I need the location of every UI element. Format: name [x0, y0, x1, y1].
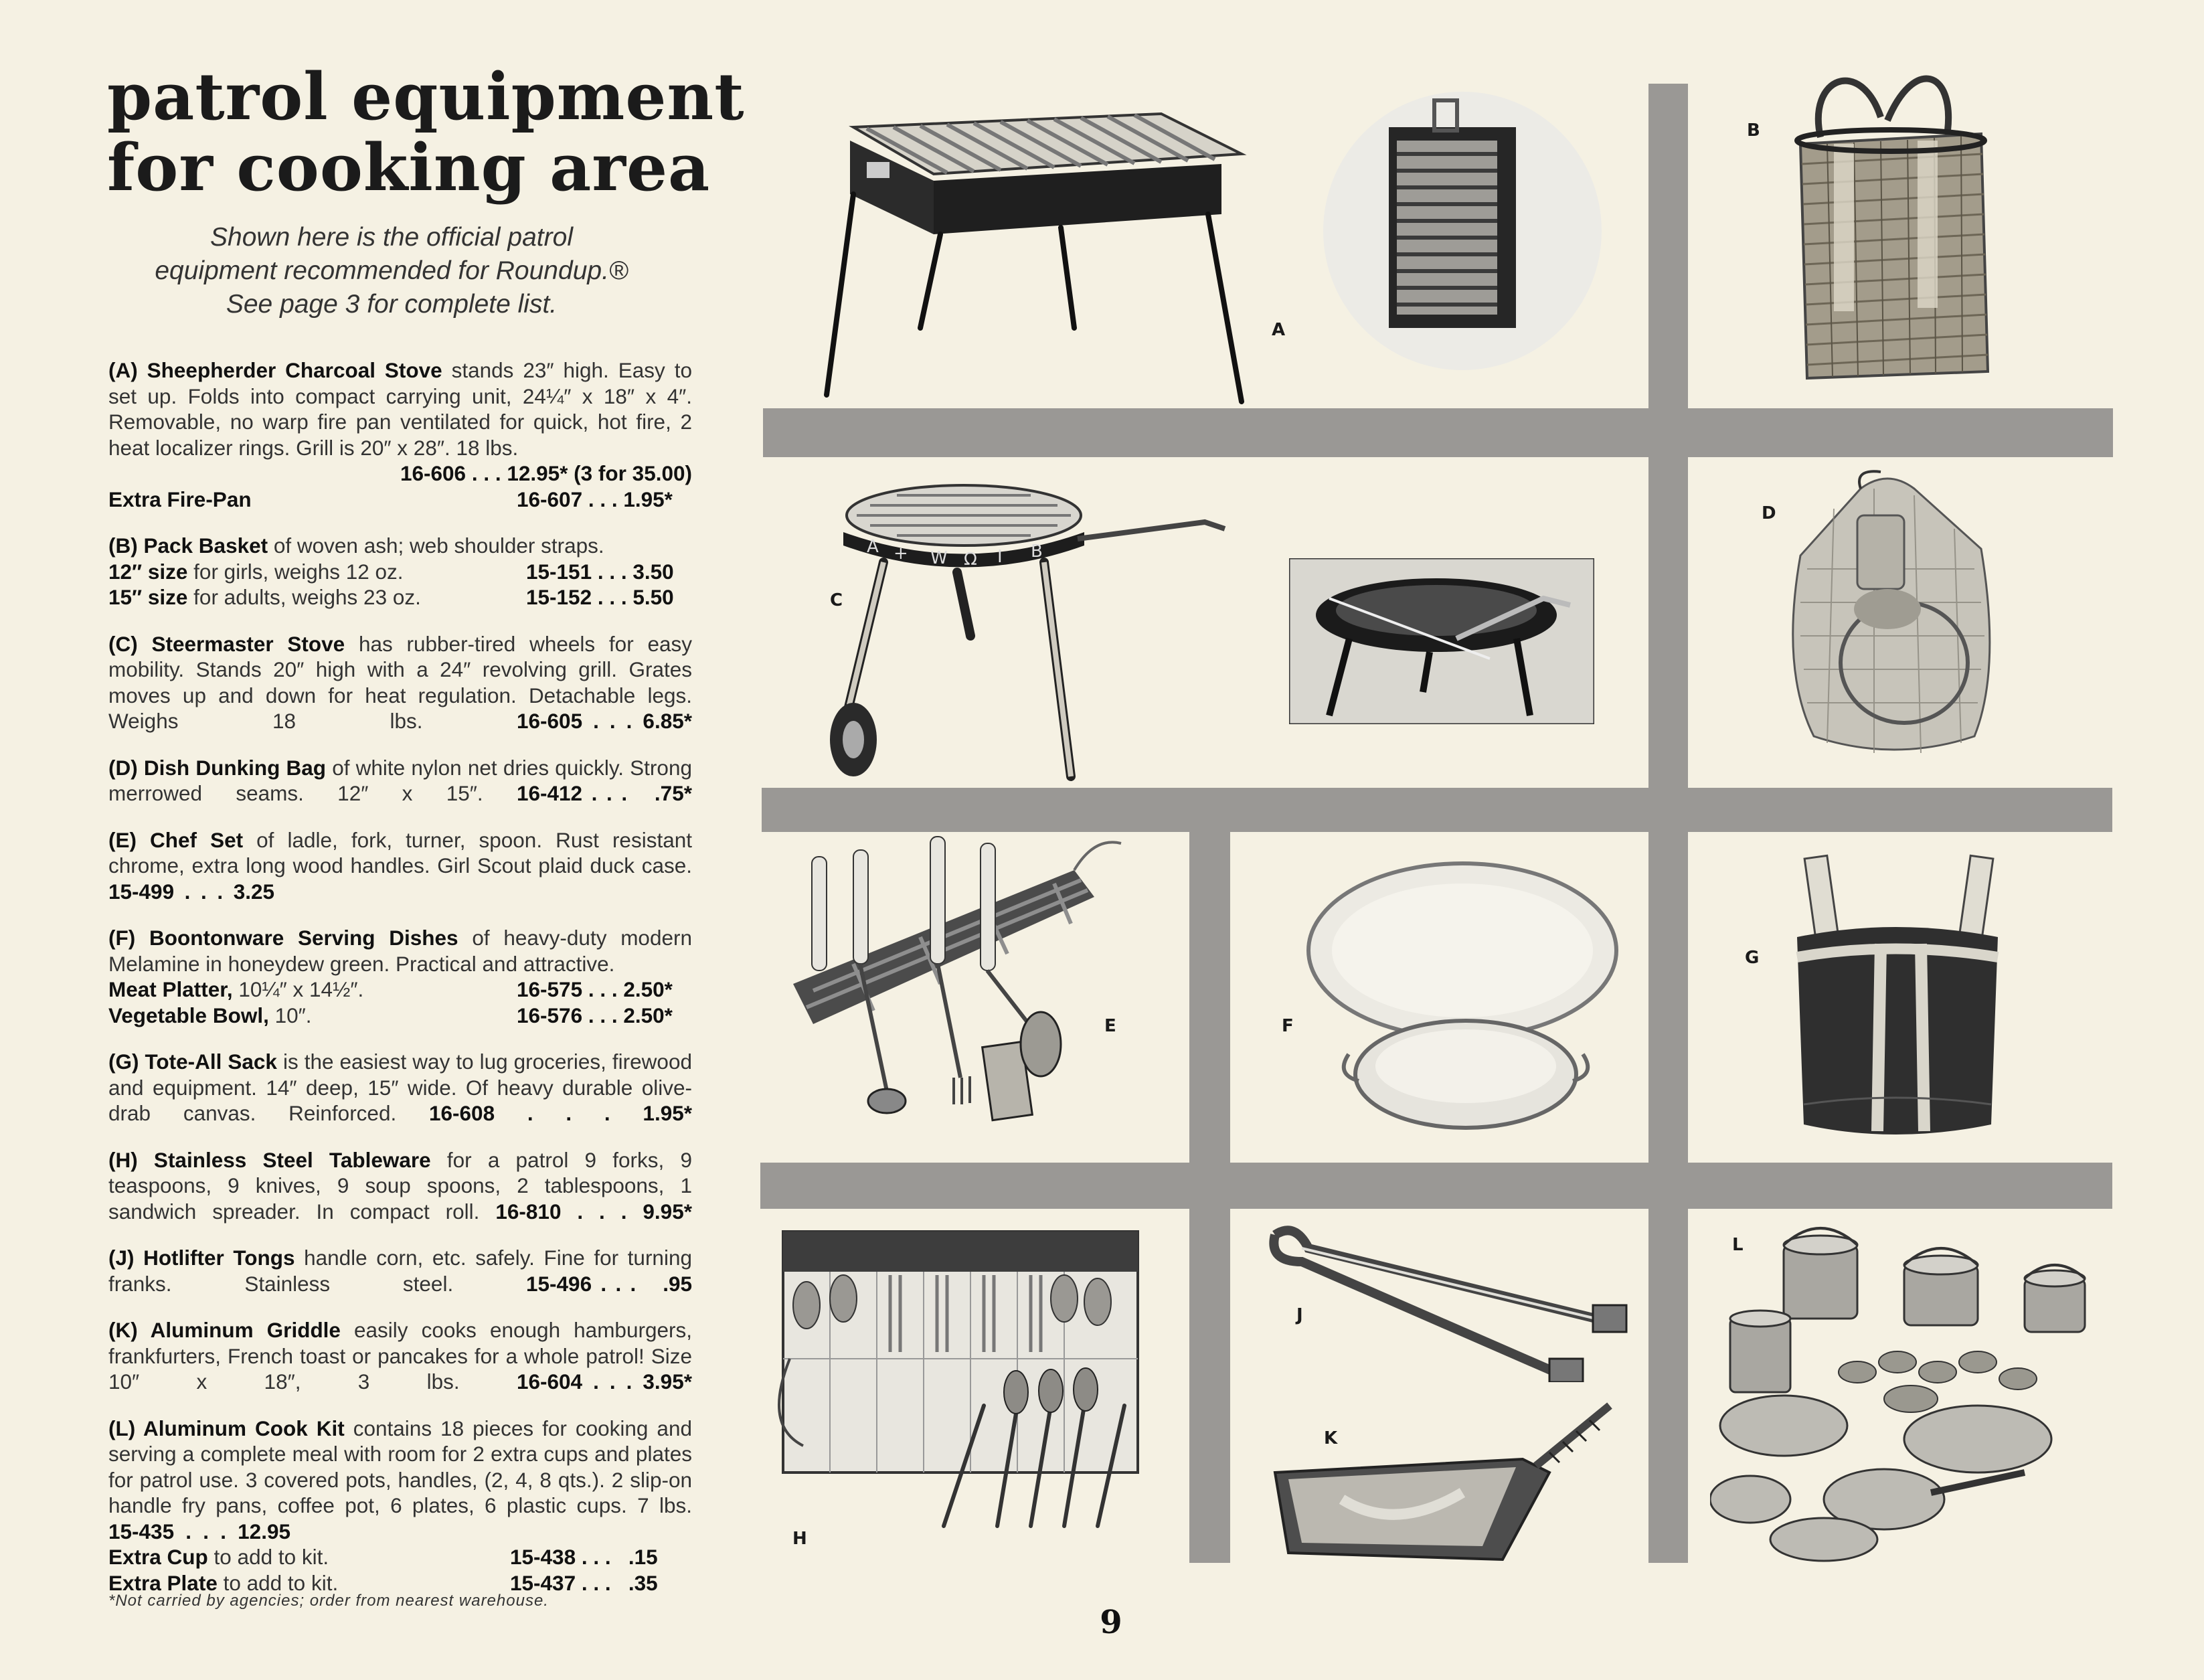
item-b-size1-price: 15-151 . . . 3.50: [526, 559, 674, 584]
item-g: [108, 1049, 692, 1126]
griddle-photo: [1262, 1399, 1630, 1566]
charcoal-stove-photo: [813, 100, 1255, 415]
intro-line-2: equipment recommended for Roundup.®: [155, 256, 628, 285]
steermaster-stove-photo: [830, 475, 1245, 790]
svg-text:A: A: [867, 537, 879, 557]
item-h-name: (H) Stainless Steel Tableware: [108, 1147, 431, 1172]
item-l-cup-label: Extra Cup: [108, 1545, 208, 1569]
page-title: [107, 59, 745, 205]
item-j-name: (J) Hotlifter Tongs: [108, 1246, 295, 1270]
item-a-price: 16-606 . . . 12.95* (3 for 35.00): [400, 461, 692, 485]
photo-label-l: L: [1732, 1235, 1744, 1255]
chef-set-photo: [786, 830, 1134, 1145]
item-h: [108, 1147, 692, 1225]
item-l-cup-desc: to add to kit.: [207, 1545, 329, 1569]
svg-text:B: B: [1031, 541, 1043, 562]
item-c-desc: has rubber-tired wheels for easy mobility. Stands 20″ high with a 24″ revolving grill. Grates moves up and down for heat regulation. Detachable legs. Weighs 18 lbs.: [108, 631, 693, 733]
item-b-size2-price: 15-152 . . . 5.50: [526, 585, 674, 609]
item-b-size1-desc: for girls, weighs 12 oz.: [187, 559, 404, 584]
item-a-extra-label: Extra Fire-Pan: [108, 487, 252, 511]
photo-label-d: D: [1762, 503, 1776, 523]
item-g-price: 16-608 . . . 1.95*: [429, 1101, 692, 1125]
item-g-name: (G) Tote-All Sack: [108, 1049, 277, 1074]
footnote: *Not carried by agencies; order from nearest warehouse.: [108, 1592, 549, 1610]
photo-label-c: C: [830, 590, 843, 610]
intro-line-3: See page 3 for complete list.: [226, 290, 558, 319]
item-h-price: 16-810 . . . 9.95*: [495, 1199, 692, 1224]
tongs-photo: [1262, 1222, 1636, 1382]
item-k-desc: easily cooks enough hamburgers, frankfurters, French toast or pancakes for a whole patrol! Size 10″ x 18″, 3 lbs.: [108, 1318, 692, 1394]
photo-label-h: H: [792, 1529, 807, 1549]
item-f-platter-price: 16-575 . . . 2.50*: [517, 977, 673, 1001]
item-a-desc: stands 23″ high. Easy to set up. Folds into compact carrying unit, 24¼″ x 18″ x 4″. Removable, no warp fire pan ventilated for quick, hot fire, 2 heat localizer rings. Grill is 20″ x 28″. 18 lbs.: [108, 358, 692, 460]
photo-label-f: F: [1282, 1016, 1294, 1036]
item-f-bowl-label: Vegetable Bowl,: [108, 1003, 269, 1027]
item-f-desc: of heavy-duty modern Melamine in honeydew green. Practical and attractive.: [108, 926, 693, 976]
svg-text:Ω: Ω: [964, 550, 977, 570]
item-b-size1-label: 12″ size: [108, 559, 188, 584]
pack-basket-photo: [1780, 57, 2001, 398]
item-l-cup-price: 15-438 . . . .15: [510, 1545, 658, 1569]
item-l-desc: contains 18 pieces for cooking and serving a complete meal with room for 2 extra cups and plates for patrol use. 3 covered pots, handles, (2, 4, 8 qts.). 2 slip-on handle fry pans, coffee pot, 6 plates, 6 plastic cups. 7 lbs.: [108, 1416, 692, 1517]
steermaster-inset-photo: [1289, 558, 1594, 724]
item-k-name: (K) Aluminum Griddle: [108, 1318, 341, 1342]
item-b: [108, 533, 692, 610]
item-f-bowl-price: 16-576 . . . 2.50*: [517, 1003, 673, 1027]
intro-line-1: Shown here is the official patrol: [210, 223, 573, 252]
item-e-price: 15-499 . . . 3.25: [108, 879, 274, 904]
item-l-plate-label: Extra Plate: [108, 1570, 218, 1595]
item-list: [108, 357, 692, 1616]
item-k: [108, 1317, 692, 1395]
item-e-desc: of ladle, fork, turner, spoon. Rust resistant chrome, extra long wood handles. Girl Scout plaid duck case.: [108, 827, 692, 877]
svg-text:+: +: [894, 543, 908, 564]
item-a-extra-price: 16-607 . . . 1.95*: [517, 487, 673, 511]
item-a-name: (A) Sheepherder Charcoal Stove: [108, 358, 442, 382]
item-j-desc: handle corn, etc. safely. Fine for turning franks. Stainless steel.: [108, 1246, 692, 1296]
item-l-plate-desc: to add to kit.: [217, 1570, 339, 1595]
folded-stove-photo: [1322, 90, 1603, 371]
item-j-price: 15-496 . . . .95: [526, 1271, 692, 1296]
page-number: 9: [1100, 1604, 1122, 1641]
item-k-price: 16-604 . . . 3.95*: [516, 1369, 692, 1394]
title-line-2: for cooking area: [107, 130, 711, 205]
photo-label-g: G: [1745, 948, 1760, 968]
svg-text:I: I: [997, 547, 1003, 567]
item-l-price: 15-435 . . . 12.95: [108, 1519, 290, 1543]
item-f: [108, 925, 692, 1028]
divider-row-2: [762, 788, 2112, 832]
photo-label-k: K: [1324, 1428, 1338, 1448]
item-g-desc: is the easiest way to lug groceries, firewood and equipment. 14″ deep, 15″ wide. Of heavy durable olive-drab canvas. Reinforced.: [108, 1049, 692, 1125]
intro-text: [107, 221, 676, 321]
dish-bag-photo: [1780, 469, 2001, 763]
item-b-desc: of woven ash; web shoulder straps.: [268, 533, 604, 558]
item-b-size2-desc: for adults, weighs 23 oz.: [187, 585, 421, 609]
divider-row-1: [763, 408, 2113, 457]
item-h-desc: for a patrol 9 forks, 9 teaspoons, 9 knives, 9 soup spoons, 2 tablespoons, 1 sandwich spreader. In compact roll.: [108, 1147, 692, 1224]
item-j: [108, 1245, 692, 1296]
photo-label-b: B: [1747, 120, 1760, 141]
svg-text:W: W: [930, 548, 948, 568]
serving-dishes-photo: [1302, 853, 1623, 1141]
item-b-name: (B) Pack Basket: [108, 533, 268, 558]
item-f-bowl-desc: 10″.: [268, 1003, 312, 1027]
photo-label-e: E: [1104, 1016, 1116, 1036]
divider-row-3: [760, 1163, 2112, 1209]
item-b-size2-label: 15″ size: [108, 585, 188, 609]
item-l-plate-price: 15-437 . . . .35: [510, 1570, 658, 1595]
item-c-name: (C) Steermaster Stove: [108, 631, 345, 656]
item-d-name: (D) Dish Dunking Bag: [108, 755, 327, 780]
item-f-platter-desc: 10¼″ x 14½″.: [232, 977, 364, 1001]
cook-kit-photo: [1710, 1218, 2112, 1566]
item-f-name: (F) Boontonware Serving Dishes: [108, 926, 458, 950]
item-l-name: (L) Aluminum Cook Kit: [108, 1416, 345, 1440]
title-line-1: patrol equipment: [107, 59, 745, 135]
item-e-name: (E) Chef Set: [108, 827, 244, 852]
item-c: [108, 631, 692, 734]
photo-label-j: J: [1296, 1305, 1303, 1325]
item-d-price: 16-412 . . . .75*: [516, 781, 692, 805]
item-f-platter-label: Meat Platter,: [108, 977, 233, 1001]
tableware-roll-photo: [776, 1225, 1171, 1553]
item-e: [108, 827, 692, 905]
photo-label-a: A: [1272, 320, 1286, 340]
item-a: [108, 357, 692, 512]
item-c-price: 16-605 . . . 6.85*: [517, 709, 692, 733]
item-d: [108, 755, 692, 807]
item-l: [108, 1416, 692, 1596]
item-d-desc: of white nylon net dries quickly. Strong merrowed seams. 12″ x 15″.: [108, 755, 692, 805]
tote-sack-photo: [1777, 850, 2011, 1145]
